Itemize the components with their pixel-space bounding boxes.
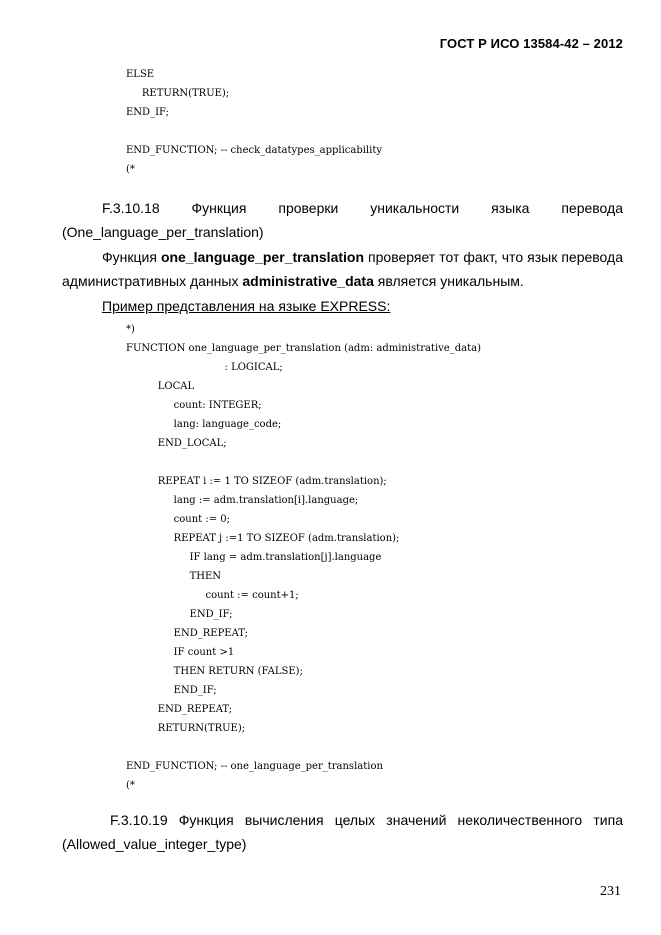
description-text: является уникальным. xyxy=(373,273,524,289)
code-line: IF count >1 xyxy=(126,647,235,658)
code-line: FUNCTION one_language_per_translation (adm: administrative_data) xyxy=(126,343,481,354)
section-heading-f-3-10-19 xyxy=(110,808,623,832)
code-line: IF lang = adm.translation[j].language xyxy=(126,552,382,563)
section-heading-f-3-10-19-continued xyxy=(62,832,623,856)
document-header: ГОСТ Р ИСО 13584-42 – 2012 xyxy=(439,36,623,51)
code-line xyxy=(126,453,481,472)
description-text: проверяет тот факт, что язык перевода административных данных xyxy=(62,249,623,289)
section-heading-f-3-10-18-continued xyxy=(62,220,623,244)
code-line: THEN RETURN (FALSE); xyxy=(126,666,303,677)
code-line xyxy=(126,122,382,141)
code-line: END_IF; xyxy=(126,609,233,620)
code-line: *) xyxy=(126,324,135,335)
code-block-express xyxy=(126,320,481,795)
code-line xyxy=(126,738,481,757)
code-line: LOCAL xyxy=(126,381,195,392)
section-heading-line: (One_language_per_translation) xyxy=(62,224,264,240)
example-title xyxy=(102,294,661,318)
entity-name-bold: administrative_data xyxy=(242,273,374,289)
code-line: END_LOCAL; xyxy=(126,438,227,449)
section-heading-line: (Allowed_value_integer_type) xyxy=(62,836,247,852)
code-line: lang := adm.translation[i].language; xyxy=(126,495,359,506)
code-line: END_IF; xyxy=(126,685,217,696)
code-line: ELSE xyxy=(126,69,155,80)
code-line: count := 0; xyxy=(126,514,231,525)
code-line: RETURN(TRUE); xyxy=(126,723,246,734)
function-name-bold: one_language_per_translation xyxy=(160,249,365,265)
code-line: (* xyxy=(126,780,135,791)
function-description xyxy=(62,245,623,293)
code-line: count: INTEGER; xyxy=(126,400,262,411)
section-heading-f-3-10-18 xyxy=(102,196,623,220)
code-line: END_REPEAT; xyxy=(126,628,248,639)
description-text: Функция xyxy=(102,249,161,265)
code-line: count := count+1; xyxy=(126,590,299,601)
code-line: END_FUNCTION; -- one_language_per_translation xyxy=(126,761,383,772)
code-line: END_REPEAT; xyxy=(126,704,233,715)
code-line: END_IF; xyxy=(126,107,169,118)
page-number: 231 xyxy=(600,884,621,899)
code-line: REPEAT i := 1 TO SIZEOF (adm.translation); xyxy=(126,476,387,487)
code-line: REPEAT j :=1 TO SIZEOF (adm.translation); xyxy=(126,533,400,544)
code-line: THEN xyxy=(126,571,222,582)
code-line: END_FUNCTION; -- check_datatypes_applicability xyxy=(126,145,383,156)
section-heading-line: F.3.10.19 Функция вычисления целых значений неколичественного типа xyxy=(110,812,623,828)
example-title-text: Пример представления на языке EXPRESS: xyxy=(102,298,391,314)
code-line: (* xyxy=(126,164,135,175)
code-line: lang: language_code; xyxy=(126,419,282,430)
code-line: RETURN(TRUE); xyxy=(126,88,230,99)
code-line: : LOGICAL; xyxy=(126,362,283,373)
section-heading-line: F.3.10.18 Функция проверки уникальности языка перевода xyxy=(102,200,623,216)
code-block-top xyxy=(126,65,382,179)
